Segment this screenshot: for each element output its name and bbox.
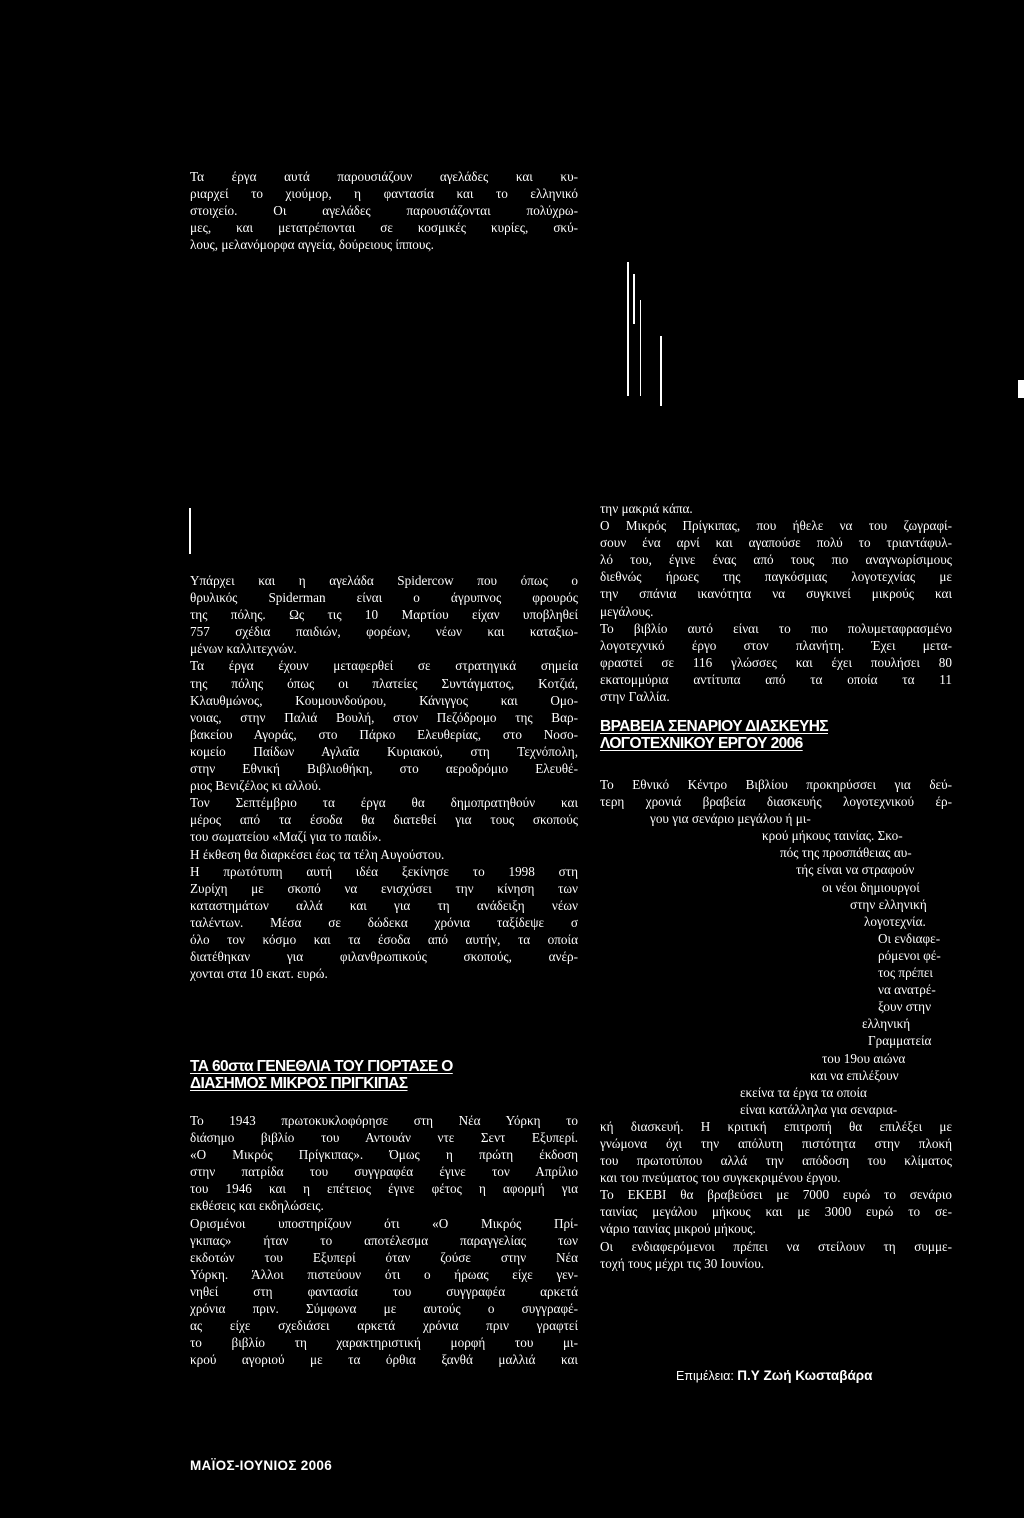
text-line: καταστημάτων αλλά και για τη ανάδειξη νέων [190,897,578,913]
text-line: «Ο Μικρός Πρίγκιπας». Όμως η πρώτη έκδοση [190,1147,578,1163]
text-line: βακείου Αγοράς, στο Πάρκο Ελευθερίας, στο Νοσο- [190,726,578,742]
text-line: Το 1943 πρωτοκυκλοφόρησε στη Νέα Υόρκη το [190,1113,578,1128]
text-line: την σπάνια ικανότητα να συγκινεί μικρούς και [600,586,952,602]
text-line: στην Γαλλία. [600,689,670,705]
text-line: και να επιλέξουν [810,1067,899,1083]
text-line: Υόρκη. Άλλοι πιστεύουν ότι ο ήρωας είχε γεν- [190,1266,578,1282]
text-line: Οι ενδιαφε- [878,930,941,946]
text-line: στην ελληνική [850,896,927,912]
issue-date-footer [190,1458,332,1473]
text-line: Το βιβλίο αυτό είναι το πιο πολυμεταφρασμένο [600,620,952,636]
credit-label: Επιμέλεια: [676,1369,734,1383]
text-line: 757 σχέδια παιδιών, φορέων, νέων και καταξιω- [190,624,578,640]
text-line: θρυλικός Spiderman είναι ο άγρυπνος φρουρός [190,590,578,606]
text-line: του 1946 και η επέτειος έγινε φέτος η αφορμή για [190,1181,578,1197]
decorative-line [1018,380,1024,398]
text-line: Οι ενδιαφερόμενοι πρέπει να στείλουν τη συμμε- [600,1238,952,1254]
text-line: Η έκθεση θα διαρκέσει έως τα τέλη Αυγούστου. [190,846,445,862]
footer-text: ΜΑΪΟΣ-ΙΟΥΝΙΟΣ 2006 [190,1458,333,1473]
text-line: ξουν στην [878,999,932,1015]
text-line: την μακριά κάπα. [600,501,693,516]
text-line: γνώμονα όχι την απόλυτη πιστότητα στην πλοκή [600,1135,952,1151]
section-heading-line: ΤΑ 60στα ΓΕΝΕΘΛΙΑ ΤΟΥ ΓΙΟΡΤΑΣΕ Ο [190,1058,453,1075]
section-heading-line: ΛΟΓΟΤΕΧΝΙΚΟΥ ΕΡΓΟΥ 2006 [600,735,803,752]
credit-name: Π.Υ Ζωή Κωσταβάρα [737,1368,873,1383]
text-line: λογοτεχνία. [864,913,926,929]
text-line: γκιπας» ήταν το αποτέλεσμα παραγγελίας των [190,1232,578,1248]
text-line: διατέθηκαν για φιλανθρωπικούς σκοπούς, ανέρ- [190,949,578,965]
text-line: Ζυρίχη με σκοπό να ενισχύσει την κίνηση των [190,880,578,896]
text-line: κρού αγοριού με τα όρθια ξανθά μαλλιά και [190,1352,578,1368]
text-line: στοιχείο. Οι αγελάδες παρουσιάζονται πολύχρω- [190,203,578,219]
text-line: τος πρέπει [878,965,933,981]
text-line: στην πατρίδα του συγγραφέα έγινε τον Απρίλιο [190,1164,578,1180]
text-line: Γραμματεία [868,1033,932,1049]
text-line: Το Εθνικό Κέντρο Βιβλίου προκηρύσσει για δεύ- [600,777,952,792]
text-line: τερη χρονιά βραβεία διασκευής λογοτεχνικού έρ- [600,794,952,810]
text-line: ταλέντων. Μέσα σε δώδεκα χρόνια ταξίδεψε σ [190,914,578,930]
text-line: λό του, έγινε ένας από τους πιο αναγνωρίσιμους [600,552,952,568]
text-line: νοιας, στην Παλιά Βουλή, στον Πεζόδρομο της Βαρ- [190,709,578,725]
heading-awards [600,718,960,752]
text-line: και του πνεύματος του συγκεκριμένου έργου. [600,1170,841,1186]
section-heading-line: ΔΙΑΣΗΜΟΣ ΜΙΚΡΟΣ ΠΡΙΓΚΙΠΑΣ [190,1075,408,1092]
text-line: Κλαυθμώνος, Κουμουνδούρου, Κάνιγγος και Ομο- [190,692,578,708]
text-line: εκδοτών του Εξυπερί όταν ζούσε στην Νέα [190,1249,578,1265]
decorative-line [189,508,191,554]
text-line: εκθέσεις και εκδηλώσεις. [190,1198,324,1214]
text-line: να ανατρέ- [878,982,936,998]
text-line: χονται στα 10 εκατ. ευρώ. [190,966,328,982]
text-line: της πόλης όπως οι πλατείες Συντάγματος, Κοτζιά, [190,675,578,691]
text-line: πός της προσπάθειας αυ- [780,845,912,861]
text-line: φραστεί σε 116 γλώσσες και έχει πουλήσει 80 [600,654,952,670]
text-line: Τα έργα έχουν μεταφερθεί σε στρατηγικά σημεία [190,658,578,674]
text-line: του σωματείου «Μαζί για το παιδί». [190,829,382,845]
decorative-line [633,274,635,324]
left-column [190,572,578,982]
text-line: οι νέοι δημιουργοί [822,879,920,895]
section-heading-line: ΒΡΑΒΕΙΑ ΣΕΝΑΡΙΟΥ ΔΙΑΣΚΕΥΗΣ [600,718,828,735]
text-line: όλο τον κόσμο και τα έσοδα από αυτήν, τα οποία [190,931,578,947]
text-line: κρού μήκους ταινίας. Σκο- [762,828,903,844]
text-line: μέρος από τα έσοδα θα διατεθεί για τους σκοπούς [190,812,578,828]
text-line: ας είχε σχεδιάσει αρκετά χρόνια πριν γραφτεί [190,1318,578,1334]
awards-article [600,776,952,1272]
text-line: του 19ου αιώνα [822,1050,906,1066]
text-line: νηθεί στη φαντασία του συγγραφέα αρκετά [190,1283,578,1299]
text-line: κή διασκευή. Η κριτική επιτροπή θα επιλέξει με [600,1118,952,1134]
text-line: Ορισμένοι υποστηρίζουν ότι «Ο Μικρός Πρί- [190,1215,578,1231]
text-line: κομείο Παίδων Αγλαΐα Κυριακού, στη Τεχνόπολη, [190,743,578,759]
text-line: νάριο ταινίας μικρού μήκους. [600,1221,756,1237]
text-line: Ο Μικρός Πρίγκιπας, που ήθελε να του ζωγραφί- [600,518,952,534]
text-line: γου για σενάριο μεγάλου ή μι- [650,811,811,827]
text-line: Το ΕΚΕΒΙ θα βραβεύσει με 7000 ευρώ το σενάριο [600,1187,952,1203]
text-line: ταινίας μεγάλου μήκους και με 3000 ευρώ το σε- [600,1204,952,1220]
text-line: λογοτεχνικό έργο στον πλανήτη. Έχει μετα- [600,637,952,653]
text-line: εκατομμύρια αντίτυπα από τα οποία τα 11 [600,671,952,687]
right-column [600,500,952,705]
text-line: της πόλης. Ως τις 10 Μαρτίου είχαν υποβληθεί [190,607,578,623]
text-line: τοχή τους μέχρι τις 30 Ιουνίου. [600,1255,765,1271]
text-line: Τον Σεπτέμβριο τα έργα θα δημοπρατηθούν και [190,795,578,811]
text-line: λους, μελανόμορφα αγγεία, δούρειους ίππους. [190,237,434,253]
text-line: σουν ένα αρνί και αγαπούσε πολύ το τριαντάφυλ- [600,535,952,551]
heading-little-prince [190,1058,590,1092]
text-line: στην Εθνική Βιβλιοθήκη, στο αεροδρόμιο Ελευθέ- [190,761,578,777]
text-line: μεγάλους. [600,603,654,619]
prince-article [190,1112,578,1368]
editor-credit [676,1368,872,1383]
text-line: διάσημο βιβλίο του Αντουάν ντε Σεντ Εξυπερί. [190,1130,578,1146]
text-line: μένων καλλιτεχνών. [190,641,297,657]
text-line: χρόνια πριν. Σύμφωνα με αυτούς ο συγγραφέ- [190,1301,578,1317]
text-line: είναι κατάλληλα για σεναρια- [740,1101,898,1117]
text-line: Η πρωτότυπη αυτή ιδέα ξεκίνησε το 1998 στη [190,863,578,879]
text-line: τής είναι να στραφούν [796,862,915,878]
text-line: εκείνα τα έργα τα οποία [740,1084,867,1100]
text-line: το βιβλίο τη χαρακτηριστική μορφή του μι- [190,1335,578,1351]
text-line: του πρωτοτύπου αλλά την απόδοση του κλίματος [600,1153,952,1169]
text-line: ριαρχεί το χιούμορ, η φαντασία και το ελληνικό [190,186,578,202]
decorative-line [640,300,641,396]
intro-paragraph [190,168,578,253]
text-line: διεθνώς ήρωες της παγκόσμιας λογοτεχνίας με [600,569,952,585]
decorative-line [627,262,629,396]
text-line: ριος Βενιζέλος κι αλλού. [190,778,322,794]
text-line: μες, και μετατρέπονται σε κοσμικές κυρίες, σκύ- [190,220,578,236]
text-line: Τα έργα αυτά παρουσιάζουν αγελάδες και κυ- [190,169,578,184]
text-line: ελληνική [862,1016,911,1032]
text-line: ρόμενοι φέ- [878,947,941,963]
decorative-line [660,336,662,406]
text-line: Υπάρχει και η αγελάδα Spidercow που όπως ο [190,573,578,588]
